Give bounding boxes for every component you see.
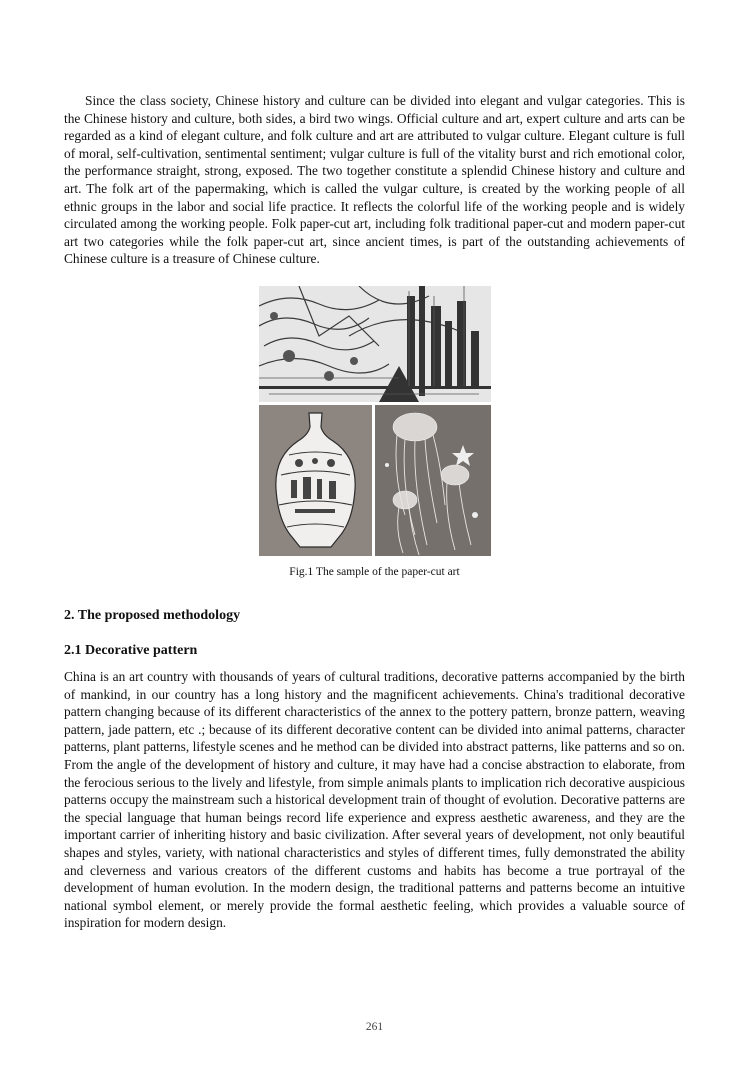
paper-cut-vase-image <box>259 405 372 556</box>
figure-caption: Fig.1 The sample of the paper-cut art <box>289 566 460 578</box>
page-number: 261 <box>365 1021 384 1033</box>
subsection-heading: 2.1 Decorative pattern <box>64 643 198 658</box>
decorative-pattern-paragraph: China is an art country with thousands of years of cultural traditions, decorative patterns accompanied by the birth of mankind, in our country has a long history and the magnificent achievements. China's traditional decorative pattern changing because of its different characteristics of the annex to the pottery pattern, bronze pattern, weaving pattern, jade pattern, etc .; because of its different decorative content can be divided into animal patterns, character patterns, plant patterns, lifestyle scenes and he method can be divided into abstract patterns, like patterns and so on. From the angle of the development of history and culture, it may have had a concise abstraction to elaborate, from the ferocious serious to the lively and lifestyle, from simple animals plants to implication rich decorative auspicious patterns occupy the mainstream such a historical development train of thought of evolution. Decorative patterns are the special language that human beings record life experience and express aesthetic awareness, and they are the important carrier of inheriting history and basic civilization. After several years of development, not only beautiful shapes and styles, variety, with national characteristics and styles of different times, fully demonstrated the ability and cleverness and various creators of the different customs and habits has become a true portrayal of the development of human evolution. In the modern design, the traditional patterns and patterns become an intuitive national symbol element, or merely provide the formal aesthetic feeling, which provides a valuable source of inspiration for modern design. <box>64 669 685 931</box>
intro-paragraph: Since the class society, Chinese history and culture can be divided into elegant and vulgar categories. This is the Chinese history and culture, both sides, a bird two wings. Official culture and art, expert culture and arts can be regarded as a kind of elegant culture, and folk culture and art are attributed to vulgar culture. Elegant culture is full of moral, self-cultivation, sentimental sentiment; vulgar culture is full of the vitality burst and rich emotional color, the performance straight, strong, exposed. The two together constitute a splendid Chinese history and culture and art. The folk art of the papermaking, which is called the vulgar culture, is created by the working people of all ethnic groups in the labor and social life practice. It reflects the colorful life of the working people and is widely circulated among the working people. Folk paper-cut art, including folk traditional paper-cut and modern paper-cut art two categories while the folk paper-cut art, since ancient times, is part of the outstanding achievements of Chinese culture is a treasure of Chinese culture. <box>64 93 685 267</box>
paper-cut-jellyfish-image <box>375 405 491 556</box>
section-heading: 2. The proposed methodology <box>64 608 241 623</box>
paper-cut-cityscape-image <box>259 286 491 402</box>
paper-cut-figure <box>259 286 491 556</box>
